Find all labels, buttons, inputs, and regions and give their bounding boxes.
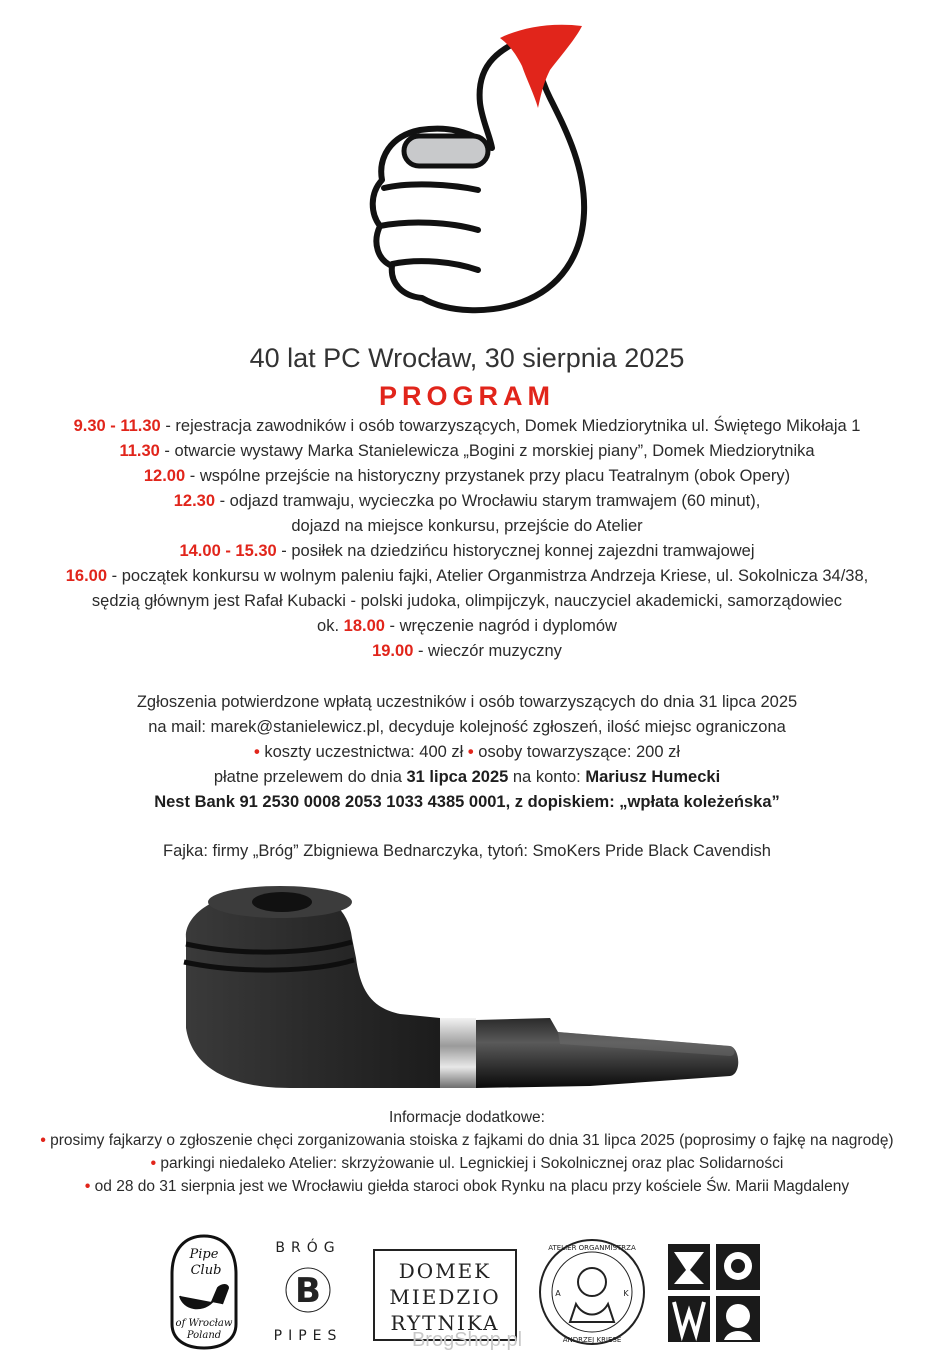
payment-date: 31 lipca 2025 xyxy=(406,768,509,786)
schedule-text: - rejestracja zawodników i osób towarzyszących, Domek Miedziorytnika ul. Świętego Mikołaja 1 xyxy=(160,417,861,435)
payment-mid: na konto: xyxy=(508,768,586,786)
additional-info-item xyxy=(0,1129,934,1152)
bullet-icon: • xyxy=(467,743,474,761)
watermark: BrogShop.pl xyxy=(411,1329,523,1351)
domek-line1: DOMEK xyxy=(398,1259,492,1283)
thumbs-up-logo xyxy=(350,8,590,326)
schedule-item xyxy=(0,464,934,489)
payment-name: Mariusz Humecki xyxy=(585,768,721,786)
pipe-image xyxy=(170,878,770,1096)
schedule-time: 11.30 xyxy=(119,442,160,460)
pipe-club-line3: of Wrocław xyxy=(175,1318,233,1329)
pipe-caption: Fajka: firmy „Bróg” Zbigniewa Bednarczyka, tytoń: SmoKers Pride Black Cavendish xyxy=(163,842,771,860)
schedule-time: 12.30 xyxy=(173,492,216,510)
schedule-time: 12.00 xyxy=(143,467,186,485)
schedule-text: - otwarcie wystawy Marka Stanielewicza „Bogini z morskiej piany”, Domek Miedziorytnika xyxy=(159,442,815,460)
domek-miedziorytnika-logo xyxy=(372,1248,518,1342)
registration-info xyxy=(0,690,934,815)
schedule-continuation: sędzią głównym jest Rafał Kubacki - polski judoka, olimpijczyk, nauczyciel akademicki, samorządowiec xyxy=(91,592,843,610)
schedule-time: 14.00 - 15.30 xyxy=(179,542,277,560)
schedule-time: 19.00 xyxy=(372,642,414,660)
registration-line: Zgłoszenia potwierdzone wpłatą uczestników i osób towarzyszących do dnia 31 lipca 2025 xyxy=(136,693,798,711)
additional-info xyxy=(0,1106,934,1198)
additional-info-text: parkingi niedaleko Atelier: skrzyżowanie ul. Legnickiej i Sokolnicznej oraz plac Solidarności xyxy=(156,1155,784,1172)
schedule-item xyxy=(0,539,934,564)
additional-info-item xyxy=(0,1152,934,1175)
pipe-club-line4: Poland xyxy=(186,1330,222,1341)
brog-bottom-text: PIPES xyxy=(273,1328,343,1344)
schedule-item xyxy=(0,414,934,439)
pipe-club-line2: Club xyxy=(190,1263,222,1278)
domek-line3: RYTNIKA xyxy=(390,1311,500,1335)
payment-prefix: płatne przelewem do dnia xyxy=(213,768,407,786)
schedule-text: - początek konkursu w wolnym paleniu fajki, Atelier Organmistrza Andrzeja Kriese, ul. Sokolnicza 34/38, xyxy=(107,567,869,585)
schedule-time: 18.00 xyxy=(343,617,385,635)
schedule-item xyxy=(0,614,934,639)
bullet-icon: • xyxy=(84,1178,91,1195)
schedule-time: 16.00 xyxy=(65,567,108,585)
schedule-text: - wspólne przejście na historyczny przystanek przy placu Teatralnym (obok Opery) xyxy=(185,467,791,485)
program-heading: PROGRAM xyxy=(379,381,555,411)
pipe-club-line1: Pipe xyxy=(189,1247,219,1262)
bullet-icon: • xyxy=(253,743,260,761)
domek-line2: MIEDZIO xyxy=(389,1285,501,1309)
cost-participant: koszty uczestnictwa: 400 zł xyxy=(259,743,468,761)
registration-email-line: na mail: marek@stanielewicz.pl, decyduje kolejność zgłoszeń, ilość miejsc ograniczona xyxy=(148,718,786,736)
schedule-prefix: ok. xyxy=(317,617,344,635)
schedule-text: - wręczenie nagród i dyplomów xyxy=(384,617,617,635)
payment-line xyxy=(0,765,934,790)
brog-top-text: BRÓG xyxy=(275,1240,341,1256)
additional-info-text: prosimy fajkarzy o zgłoszenie chęci zorganizowania stoiska z fajkami do dnia 31 lipca 2025 (poprosimy o fajkę na nagrodę) xyxy=(45,1132,894,1149)
schedule-item xyxy=(0,639,934,664)
schedule-text: - wieczór muzyczny xyxy=(413,642,562,660)
schedule-list xyxy=(0,414,934,664)
atelier-bottom-text: ANDRZEJ KRIESE xyxy=(562,1336,622,1344)
additional-info-text: od 28 do 31 sierpnia jest we Wrocławiu giełda staroci obok Rynku na placu przy kościele Św. Marii Magdaleny xyxy=(90,1178,850,1195)
schedule-text: - odjazd tramwaju, wycieczka po Wrocławiu starym tramwajem (60 minut), xyxy=(215,492,761,510)
schedule-item xyxy=(0,564,934,589)
schedule-item xyxy=(0,439,934,464)
bullet-icon: • xyxy=(150,1155,157,1172)
atelier-left-letter: A xyxy=(555,1289,561,1298)
schedule-text: - posiłek na dziedzińcu historycznej konnej zajezdni tramwajowej xyxy=(276,542,755,560)
schedule-item xyxy=(0,489,934,514)
additional-info-item xyxy=(0,1175,934,1198)
bullet-icon: • xyxy=(40,1132,46,1149)
brog-letter: B xyxy=(295,1271,321,1311)
cost-companion: osoby towarzyszące: 200 zł xyxy=(473,743,681,761)
page-title: 40 lat PC Wrocław, 30 sierpnia 2025 xyxy=(249,343,685,373)
atelier-right-letter: K xyxy=(623,1289,629,1298)
additional-info-heading: Informacje dodatkowe: xyxy=(389,1109,545,1126)
cost-line xyxy=(0,740,934,765)
schedule-continuation: dojazd na miejsce konkursu, przejście do Atelier xyxy=(291,517,643,535)
schedule-time: 9.30 - 11.30 xyxy=(73,417,161,435)
bank-account-line: Nest Bank 91 2530 0008 2053 1033 4385 0001, z dopiskiem: „wpłata koleżeńska” xyxy=(154,793,780,811)
atelier-top-text: ATELIER ORGANMISTRZA xyxy=(548,1244,636,1252)
